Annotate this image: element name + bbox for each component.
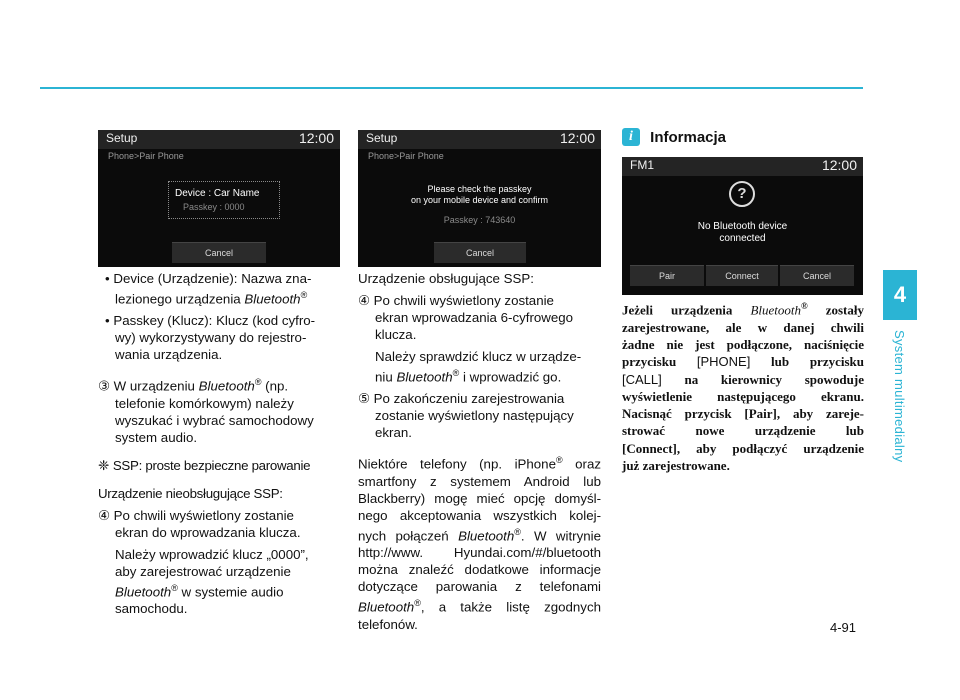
- text: na kierownicy spowoduje: [661, 371, 864, 387]
- ssp-note: [98, 457, 341, 474]
- section-title-text: System multimedialny: [892, 330, 907, 463]
- text: Bluetooth: [750, 302, 801, 318]
- text: oraz: [562, 456, 601, 472]
- step-marker: ④: [98, 507, 110, 523]
- info-text: [622, 298, 864, 474]
- bullet-passkey: • Passkey (Klucz): Klucz (kod cyfro- wy) wykorzystywany do rejestro- wania urządzenia.: [105, 313, 316, 363]
- text: ekran wprowadzania 6-cyfrowego: [375, 310, 574, 325]
- text: (np.: [261, 378, 289, 394]
- text: Device (Urządzenie): Nazwa zna-: [113, 271, 312, 286]
- text: Blackberry) mogę mieć opcję domyśl-: [358, 490, 601, 506]
- screen-header: [622, 157, 863, 176]
- text: lezionego urządzenia: [115, 291, 245, 307]
- text: samochodu.: [115, 601, 188, 617]
- device-name: Device : Car Name: [175, 188, 260, 199]
- text: smartfony z systemem Android lub: [358, 473, 601, 489]
- phone-compat-paragraph: [358, 452, 601, 615]
- text: ®: [452, 368, 460, 378]
- section-title: [887, 330, 913, 470]
- screen-clock: 12:00: [559, 130, 595, 146]
- text: nych połączeń: [358, 528, 459, 544]
- text: można znaleźć dodatkowe informacje: [358, 562, 601, 578]
- ssp-heading: [358, 270, 601, 287]
- step-3: [98, 374, 341, 445]
- text: wyszukać i wybrać samochodowy: [115, 412, 314, 428]
- section-tab: [883, 270, 917, 320]
- passkey-value: Passkey : 743640: [443, 215, 516, 225]
- section-number: 4: [893, 282, 907, 307]
- screen-pair-phone-passkey: [98, 130, 340, 267]
- text: , a także listę zgodnych: [420, 599, 601, 615]
- info-heading: [622, 128, 726, 146]
- info-icon: i: [622, 128, 640, 146]
- text: Bluetooth: [115, 584, 172, 600]
- breadcrumb: Phone>Pair Phone: [368, 151, 444, 161]
- text: ®: [300, 290, 308, 300]
- cancel-button[interactable]: Cancel: [172, 242, 266, 263]
- step-5: [358, 390, 601, 441]
- call-key-label: [CALL]: [622, 371, 662, 387]
- column-middle: [358, 270, 601, 633]
- text: Niektóre telefony (np. iPhone: [358, 456, 556, 472]
- top-rule: [40, 87, 863, 89]
- info-last-line: [622, 457, 864, 474]
- note-marker: ❈: [98, 457, 110, 473]
- confirm-message-line1: Please check the passkey: [427, 184, 532, 194]
- step-4-note: [98, 546, 341, 617]
- text: Bluetooth: [358, 599, 415, 615]
- screen-pair-phone-confirm: [358, 130, 601, 267]
- text: wyświetlenie następującego ekranu.: [622, 388, 864, 404]
- non-ssp-heading: [98, 485, 341, 502]
- text: w systemie audio: [177, 584, 284, 600]
- column-left: [98, 270, 341, 617]
- text: ®: [171, 582, 178, 593]
- text: http://www. Hyundai.com/#/bluetooth: [358, 545, 601, 561]
- page-number: 4-91: [830, 620, 857, 635]
- text: SSP: proste bezpieczne parowanie: [112, 457, 311, 473]
- info-heading-text: Informacja: [650, 128, 727, 146]
- text: zarejestrowane, ale w danej chwili: [622, 319, 864, 335]
- text: ®: [514, 526, 521, 537]
- text: Bluetooth: [458, 528, 515, 544]
- question-icon: ?: [729, 181, 755, 207]
- screen-header: [98, 130, 340, 149]
- text: zostały: [807, 302, 864, 318]
- phone-key-label: [PHONE]: [696, 354, 751, 370]
- text: Urządzenie nieobsługujące SSP:: [98, 485, 283, 501]
- text: przycisku: [622, 354, 697, 370]
- screen-no-device: [622, 157, 863, 295]
- text: Po chwili wyświetlony zostanie: [373, 293, 554, 308]
- text: Bluetooth: [396, 369, 453, 385]
- step-4-ssp-note: [358, 348, 601, 385]
- device-box: [168, 181, 280, 219]
- text: ®: [254, 377, 262, 388]
- text: klucza.: [375, 327, 417, 342]
- step-4-ssp: [358, 292, 601, 343]
- text: i wprowadzić go.: [459, 369, 562, 385]
- confirm-message-line2: on your mobile device and confirm: [410, 195, 549, 205]
- text: lub przycisku: [750, 354, 864, 370]
- text: Passkey (Klucz): Klucz (kod cyfro-: [113, 313, 316, 329]
- step-marker: ④: [358, 293, 370, 308]
- screen-title: Setup: [366, 131, 398, 145]
- phone-compat-last: [358, 616, 601, 633]
- text: Należy sprawdzić klucz w urządze-: [375, 349, 582, 364]
- text: już zarejestrowane.: [622, 458, 730, 473]
- no-device-message-line1: No Bluetooth device: [697, 221, 788, 232]
- text: strować nowe urządzenie lub: [622, 423, 864, 439]
- text: niu: [375, 369, 397, 385]
- text: wy) wykorzystywany do rejestro-: [115, 330, 307, 346]
- no-device-message-line2: connected: [719, 233, 766, 244]
- text: zostanie wyświetlony następujący: [375, 408, 574, 424]
- step-marker: ③: [98, 378, 110, 394]
- text: [Connect], aby podłączyć urządzenie: [622, 440, 864, 456]
- text: wania urządzenia.: [115, 347, 223, 363]
- bullet-device: • Device (Urządzenie): Nazwa zna- lezionego urządzenia Bluetooth®: [105, 271, 312, 307]
- text: ®: [414, 598, 421, 609]
- screen-clock: 12:00: [298, 130, 334, 146]
- text: Po chwili wyświetlony zostanie: [113, 507, 294, 523]
- breadcrumb: Phone>Pair Phone: [108, 151, 184, 161]
- screen-title: Setup: [106, 131, 138, 145]
- screen-clock: 12:00: [821, 157, 857, 173]
- step-4: [98, 507, 341, 541]
- text: Bluetooth: [244, 291, 301, 307]
- text: telefonie komórkowym) należy: [115, 395, 294, 411]
- text: Urządzenie obsługujące SSP:: [358, 271, 534, 286]
- text: ekran.: [375, 425, 412, 441]
- info-paragraph: [622, 298, 864, 457]
- text: nego akceptowania wszystkich kolej-: [358, 507, 601, 523]
- connect-button[interactable]: Connect: [706, 265, 778, 286]
- text: . W witrynie: [520, 528, 601, 544]
- cancel-button[interactable]: Cancel: [780, 265, 854, 286]
- text: Nacisnąć przycisk [Pair], aby zareje-: [622, 406, 864, 422]
- text: żadne nie jest podłączone, naciśnięcie: [622, 336, 864, 352]
- cancel-button[interactable]: Cancel: [434, 242, 526, 263]
- text: aby zarejestrować urządzenie: [115, 563, 291, 579]
- text: Jeżeli urządzenia: [622, 302, 751, 318]
- passkey-value: Passkey : 0000: [183, 202, 245, 212]
- text: system audio.: [115, 429, 198, 445]
- text: Należy wprowadzić klucz „0000”,: [115, 546, 309, 562]
- text: Po zakończeniu zarejestrowania: [373, 391, 565, 407]
- text: ®: [555, 455, 563, 466]
- step-marker: ⑤: [358, 391, 370, 407]
- text: ®: [800, 301, 808, 311]
- screen-header: [358, 130, 601, 149]
- pair-button[interactable]: Pair: [630, 265, 704, 286]
- screen-title: FM1: [630, 158, 654, 172]
- text: ekran do wprowadzania klucza.: [115, 524, 301, 540]
- text: telefonów.: [358, 616, 418, 632]
- text: Bluetooth: [198, 378, 255, 394]
- text: W urządzeniu: [113, 378, 199, 394]
- text: dotyczące parowania z telefonami: [358, 579, 601, 595]
